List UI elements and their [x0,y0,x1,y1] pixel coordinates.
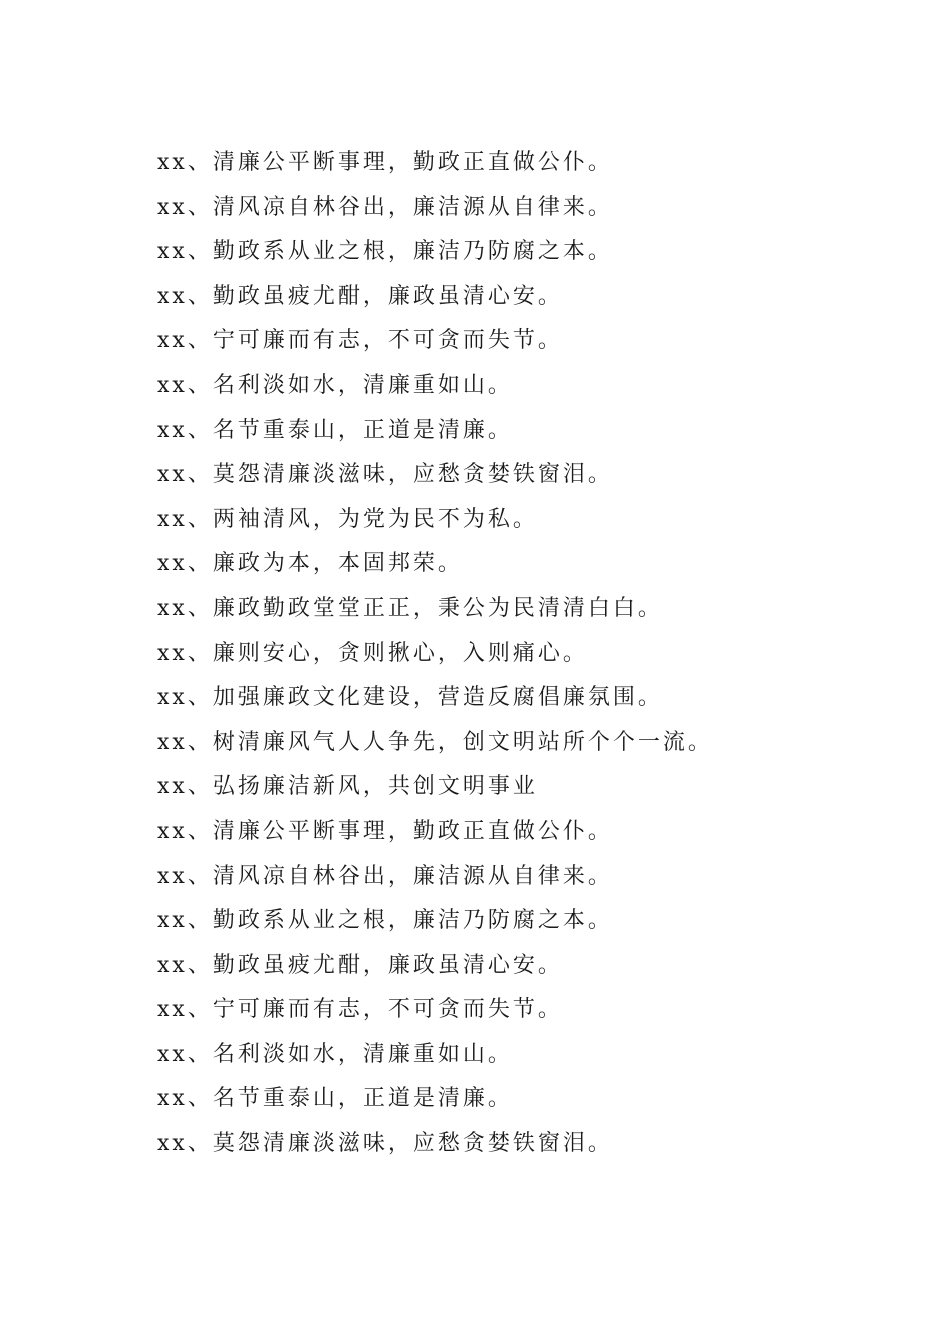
slogan-line: xx、树清廉风气人人争先，创文明站所个个一流。 [157,729,713,755]
slogan-line: xx、名节重泰山，正道是清廉。 [157,417,513,443]
slogan-line: xx、两袖清风，为党为民不为私。 [157,506,538,532]
slogan-line: xx、名利淡如水，清廉重如山。 [157,1041,513,1067]
slogan-line: xx、勤政虽疲尤酣，廉政虽清心安。 [157,283,563,309]
slogan-list [157,141,713,1167]
slogan-line: xx、莫怨清廉淡滋味，应愁贪婪铁窗泪。 [157,1131,613,1157]
slogan-line: xx、勤政虽疲尤酣，廉政虽清心安。 [157,952,563,978]
slogan-line: xx、廉则安心，贪则揪心，入则痛心。 [157,640,588,666]
slogan-line: xx、宁可廉而有志，不可贪而失节。 [157,328,563,354]
slogan-line: xx、勤政系从业之根，廉洁乃防腐之本。 [157,908,613,934]
slogan-line: xx、加强廉政文化建设，营造反腐倡廉氛围。 [157,685,663,711]
slogan-line: xx、清廉公平断事理，勤政正直做公仆。 [157,818,613,844]
slogan-line: xx、清风凉自林谷出，廉洁源从自律来。 [157,863,613,889]
slogan-line: xx、弘扬廉洁新风，共创文明事业 [157,774,538,800]
slogan-line: xx、勤政系从业之根，廉洁乃防腐之本。 [157,239,613,265]
slogan-line: xx、廉政勤政堂堂正正，秉公为民清清白白。 [157,595,663,621]
slogan-line: xx、名节重泰山，正道是清廉。 [157,1086,513,1112]
slogan-line: xx、廉政为本，本固邦荣。 [157,551,463,577]
slogan-line: xx、宁可廉而有志，不可贪而失节。 [157,997,563,1023]
slogan-line: xx、名利淡如水，清廉重如山。 [157,372,513,398]
slogan-line: xx、莫怨清廉淡滋味，应愁贪婪铁窗泪。 [157,462,613,488]
slogan-line: xx、清风凉自林谷出，廉洁源从自律来。 [157,194,613,220]
slogan-line: xx、清廉公平断事理，勤政正直做公仆。 [157,150,613,175]
